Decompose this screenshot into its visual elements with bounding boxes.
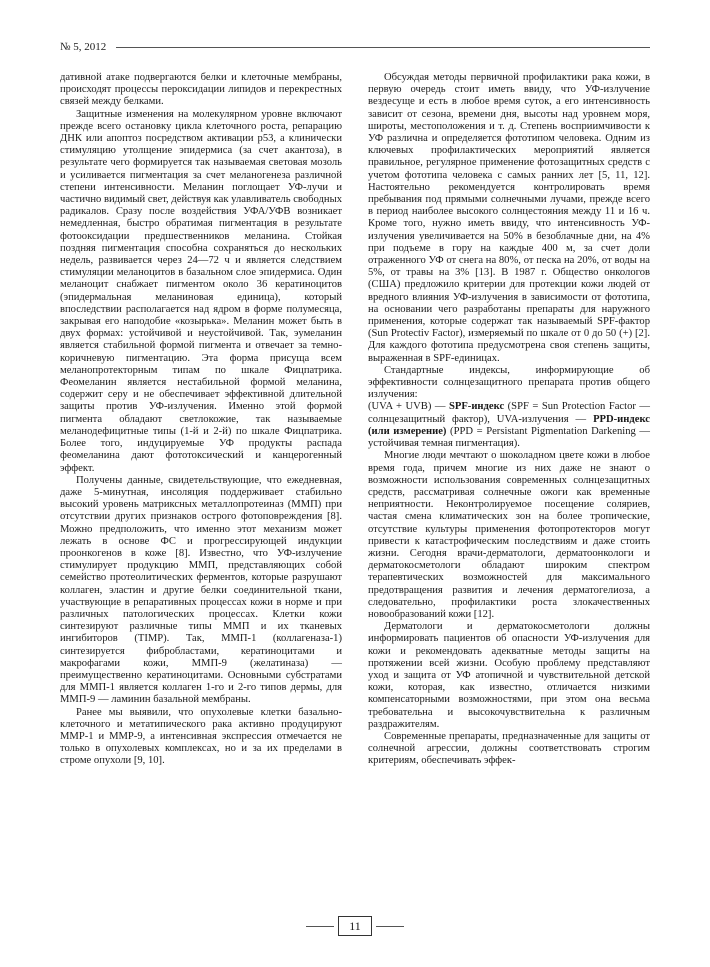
spf-index-term: SPF-индекс [448,401,505,413]
right-column [368,72,650,768]
left-paragraph-1: дативной атаке подвергаются белки и клеточные мембраны, происходят процессы пероксидации липидов и перекрестных связей между белками. [60,72,342,108]
ppd-index-term: PPD-индекс (или измерение) [368,413,650,437]
right-paragraph-5: Современные препараты, предназначенные для защиты от солнечной агрессии, должны соответствовать строгим критериям, обеспечивать эффек- [368,730,650,767]
left-paragraph-2: Защитные изменения на молекулярном уровне включают прежде всего остановку цикла клеточного роста, репарацию ДНК или апоптоз посредством активации p53, а клинически стимуляцию утолщение эпидермиса (за счет акантоза), в результате чего формируется так называемая световая мозоль и усиливается пигментация за счет меланогенеза различной степени интенсивности. Меланин поглощает УФ-лучи и частично видимый свет, действуя как улавливатель свободных радикалов. Сразу после воздействия УФА/УФВ возникает немедленная, быстро обратимая пигментация в результате фотооксидации предшественников меланина. Стойкая поздняя пигментация способна сохраняться до нескольких недель, развивается через 24—72 ч и является следствием стимуляции меланоцитов в базальном слое эпидермиса. Один меланоцит снабжает пигментом около 36 кератиноцитов (эпидермальная меланиновая единица), который впоследствии располагается над ядром в форме полумесяца, закрывая его наподобие «козырька». Меланин может быть в двух формах: устойчивой и неустойчивой. Так, эумеланин является стабильной формой пигмента и отвечает за темно-коричневую пигментацию. Эта форма присуща всем меланопротекторным типам по шкале Фицпатрика. Феомеланин является нестабильной формой меланина, содержит серу и не обеспечивает эффективной длительной защиты против УФ-излучения. Именно этой формой пигмента обладают светлокожие, так называемые меланодефицитные типы (1-й и 2-й) по шкале Фицпатрика. Более того, индуцируемые УФ продукты распада феомеланина дают фототоксический и канцерогенный эффект. [60,108,342,474]
right-paragraph-4: Дерматологи и дерматокосметологи должны информировать пациентов об опасности УФ-излучения для кожи и рекомендовать адекватные методы защиты на протяжении всей жизни. Особую проблему представляют уход и защита от УФ атопичной и чувствительной детской кожи, которая, как известно, отличается низкими компенсаторными возможностями, при этом она весьма требовательна и высокочувствительна к различным раздражителям. [368,621,650,730]
spf-index-pre: (UVA + UVB) — [368,401,449,413]
page-number: 11 [338,916,372,936]
spf-index-post: (SPF = Sun Protection Factor — солнцезащитный фактор), UVA- [368,401,650,425]
ppd-index-post: (PPD = Persistant Pigmentation Darkening — устойчивая темная пигментация). [368,425,650,450]
right-paragraph-1: Обсуждая методы первичной профилактики рака кожи, в первую очередь стоит иметь ввиду, что УФ-излучение вездесуще и есть в любое время суток, а его интенсивность зависит от сезона, времени дня, высоты над уровнем моря, широты, местоположения и т. д. Степень восприимчивости к УФ различна и определяется фототипом человека. Одним из ключевых профилактических мероприятий является правильное, регулярное применение фотозащитных средств с учетом фототипа человека с самых ранних лет [5, 11, 12]. Настоятельно рекомендуется контролировать время пребывания под прямыми солнечными лучами, прежде всего в период наиболее высокого солнцестояния между 11 и 16 ч. Кроме того, нужно иметь ввиду, что интенсивность УФ-излучения увеличивается на 50% в безоблачные дни, на 4% при подъеме в гору на каждые 400 м, за счет доли отраженного УФ от снега на 80%, от песка на 20%, от воды на 5%, от травы на 3% [13]. В 1987 г. Общество онкологов (США) предложило критерии для протекции кожи людей от вредного влияния УФ-излучения в зависимости от фототипа, на основании чего разработаны препараты для наружного применения, которые содержат так называемый SPF-фактор (Sun Protectiv Factor), измеряемый по шкале от 0 до 50 (+) [2]. Для каждого фототипа предусмотрена своя степень защиты, выраженная в SPF-единицах. [368,72,650,364]
ppd-index-pre: излучения — [521,413,594,425]
spf-index-definition [368,401,650,450]
left-column [60,72,342,768]
running-header [60,40,650,56]
right-paragraph-2: Стандартные индексы, информирующие об эффективности солнцезащитного препарата против общего излучения: [368,364,650,401]
issue-number: № 5, 2012 [60,40,110,54]
header-rule [116,47,650,48]
left-paragraph-3: Получены данные, свидетельствующие, что ежедневная, даже 5-минутная, инсоляция поддерживает стабильно высокий уровень матриксных металлопротеиназ (ММП) при отсутствии других признаков острого фотоповреждения [8]. Можно предположить, что именно этот механизм может лежать в основе ФС и прогрессирующей индукции проонкогенов в коже [8]. Известно, что УФ-излучение стимулирует продукцию ММП, представляющих собой семейство протеолитических ферментов, которые разрушают коллаген, эластин и другие белки соединительной ткани, участвующие в репаративных процессах кожи в норме и при различных патологических процессах. Клетки кожи синтезируют различные типы ММП и их тканевых ингибиторов (TIMP). Так, ММП-1 (коллагеназа-1) синтезируется фибробластами, кератиноцитами и макрофагами кожи, ММП-9 (желатиназа) — преимущественно кератиноцитами. Основными субстратами для ММП-1 является коллаген 1-го и 2-го типов дермы, для ММП-9 — ламинин базальной мембраны. [60,474,342,706]
left-paragraph-4: Ранее мы выявили, что опухолевые клетки базально-клеточного и метатипического рака активно продуцируют MMP-1 и MMP-9, а интенсивная экспрессия отмечается не только в опухолевых комплексах, но и за их пределами в строме опухоли [9, 10]. [60,706,342,767]
right-paragraph-3: Многие люди мечтают о шоколадном цвете кожи в любое время года, причем многие из них даже не знают о возможности использования современных солнцезащитных средств, рассматривая солнечные ожоги как временные неприятности. Неконтролируемое посещение соляриев, частая смена климатических зон на более тропические, отсутствие культуры применения фотопротекторов могут привести к катастрофическим последствиям и даже стоить жизни. Сегодня врачи-дерматологи, дерматоонкологи и дерматокосметологи обладают широким спектром терапевтических возможностей для максимального предотвращения развития и лечения дерматогелиоза, а следовательно, профилактики роста злокачественных новообразований кожи [12]. [368,450,650,620]
footer-rule-left [306,926,334,927]
page-footer [0,916,710,936]
footer-rule-right [376,926,404,927]
